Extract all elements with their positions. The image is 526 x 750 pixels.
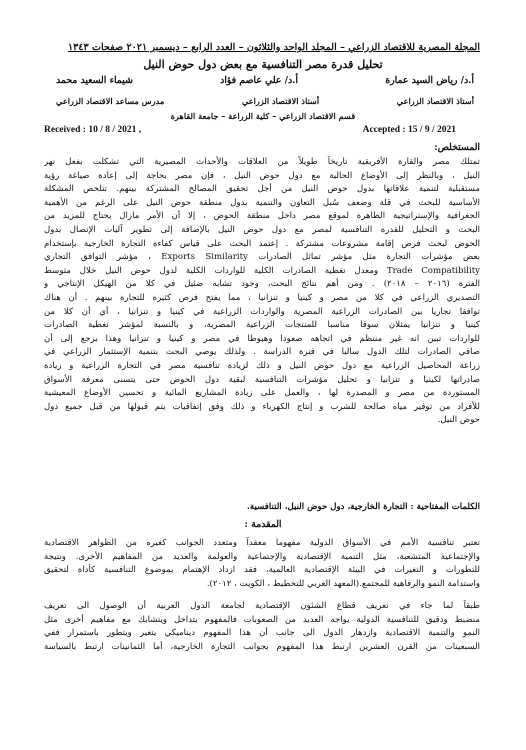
abstract-line: التصديري الزراعي في كلا من مصر و كينيا و تنزانيا ، مما يفتح فرص كثيرة للتجارة بينهم . أن هناك	[44, 292, 480, 303]
author-role-3: مدرس مساعد الاقتصاد الزراعي	[56, 96, 165, 106]
abstract-line: الأساسية للبحث في قلة وضعف سُبل التعاون والتنمية بدول منطقة حوض النيل على الرغم من الأهمية	[44, 197, 480, 208]
introduction-paragraph-1	[44, 537, 480, 591]
author-name-2: أ.د/ علي عاصم فؤاد	[220, 75, 298, 86]
author-role-1: أستاذ الاقتصاد الزراعي	[396, 96, 474, 106]
abstract-body	[44, 156, 480, 428]
abstract-line: مستقبلية لتنمية علاقاتها بدول حوض النيل من أجل تحقيق المصالح المشتركة بينهم. تتلخص المشكلة	[44, 184, 480, 195]
abstract-line: الحوض لبحث فرص إقامة مشروعات مشتركة . إعتمد البحث على قياس كفاءة التجارة الخارجية بإستخدام	[44, 238, 480, 249]
abstract-line: تمتلك مصر والقارة الأفريقية تاريخاً طويلاً من العلاقات والأحداث المصيرية التي تشكلت بفعل نهر	[44, 157, 480, 167]
abstract-line: صافي الصادرات لتلك الدول سالبا في فترة الدراسة . ولذلك يوصي البحث بتنمية الإستثمار الزراعي في	[44, 347, 480, 358]
abstract-line: زراعة المحاصيل الزراعية مع دول حوض النيل و ذلك لزيادة تنافسية مصر في التجارة الزراعية و زيادة	[44, 360, 480, 371]
author-names	[56, 75, 474, 86]
abstract-line: كينيا و تنزانيا يمثلان سوقا مناسبا للمنتجات الزراعية المصرية، و بالنسبة لمؤشر تغطية الصادرات	[44, 320, 480, 331]
paper-title: تحليل قدرة مصر التنافسية مع بعض دول حوض النيل	[143, 58, 383, 71]
abstract-line: الجغرافية والإستراتيجية الظاهرة لموقع مصر داخل منطقة الحوض ، إلا أن الأمر مازال يحتاج للمزيد من	[44, 211, 480, 222]
abstract-line: الفترة (٢٠١٦ – ٢٠١٨) . ومن أهم نتائج البحث، وجود تشابه ضئيل في كلا من الهيكل الإنتاجي و	[44, 279, 480, 290]
abstract-line: توافقا تجاريا بين الصادرات الزراعية المصرية والواردات الزراعية في كينيا و تنزانيا ، أي أن كلا من	[44, 306, 480, 317]
abstract-line: النيل ، وبالنظر إلى الأوضاع الحالية مع دول حوض النيل ، فإن مصر بحاجة إلى إعادة صياغة رؤية	[44, 170, 480, 181]
intro-line: طبقاً لما جاء في تعريف قطاع الشئون الإقتصادية لجامعة الدول العربية أن الوصول الى تعريف	[44, 601, 480, 611]
journal-header: المجلة المصرية للاقتصاد الزراعي – المجلد الواحد والثلاثون – العدد الرابع – ديسمبر ٢٠٢١ صفحات ١٣٤٣	[68, 42, 480, 53]
abstract-line: Trade Compatibility ومعدل تغطية الصادرات الكلية للواردات الكلية لدول حوض النيل خلال متوسط	[44, 265, 480, 276]
abstract-line: البحث و التحليل للقدرة التنافسية لمصر مع دول حوض النيل بالإضافة إلى تطوير آليات الإتصال بدول	[44, 224, 480, 235]
introduction-heading: المقدمة :	[244, 519, 282, 530]
received-date: Received : 10 / 8 / 2021 ,	[44, 125, 142, 135]
intro-line: والإجتماعية المتشعبة، مثل التنمية الإقتصادية والإجتماعية والعولمة والعديد من المفاهيم الأخرى. ونتيجة	[44, 551, 480, 562]
abstract-heading: المستخلص:	[434, 142, 480, 153]
abstract-line: للأفراد من توفير مياه صالحة للشرب و إنتاج الكهرباء و ذلك وفق إتفاقيات يتم قبولها من قبل جميع دول	[44, 401, 480, 412]
abstract-line: المستوردة من مصر و المصدرة لها ، والعمل على زيادة المشاريع المائية و تحسين الأوضاع المعيشية	[44, 388, 480, 399]
introduction-paragraph-2	[44, 600, 480, 654]
department-affiliation: قسم الاقتصاد الزراعي – كلية الزراعة – جامعة القاهرة	[170, 111, 356, 121]
author-role-2: أستاذ الاقتصاد الزراعي	[241, 96, 320, 106]
abstract-line: بعض مؤشرات التجارة مثل مؤشر تماثل الصادرات Exports Similarity ، مؤشر التوافق التجاري	[44, 252, 480, 263]
intro-line: منضبط ودقيق للتنافسية الدولية يواجه العديد من الصعوبات فالمفهوم يتداخل ويتشابك مع مفاهيم أخرى مثل	[44, 614, 480, 625]
intro-line: تعتبر تنافسية الأمم في الأسواق الدولية مفهوما معقداً ومتعدد الجوانب كغيره من الظواهر الاقتصادية	[44, 538, 480, 548]
intro-line: واستدامة النمو والرفاهية للمجتمع.(المعهد العربي للتخطيط ، الكويت ، ٢٠١٢).	[206, 578, 480, 589]
intro-line: النمو والتنمية الاقتصادية وازدهار الدول الى جانب أن هذا المفهوم ديناميكي يتغير ويتطور باستمرار ففي	[44, 628, 480, 639]
intro-line: للتطورات و التغيرات في البيئة الإقتصادية العالمية، فقد ازداد الإهتمام بموضوع التنافسية كأداة لتحقيق	[44, 565, 480, 576]
abstract-line: صادراتها لكينيا و تنزانيا و تحليل مؤشرات التنافسية لبقية دول الحوض حتى يتسنى معرفة الأسواق	[44, 374, 480, 385]
accepted-date: Accepted : 15 / 9 / 2021	[362, 125, 456, 135]
keywords: الكلمات المفتاحية : التجارة الخارجية، دول حوض النيل، التنافسية.	[246, 502, 480, 512]
author-name-1: أ.د/ رياض السيد عمارة	[385, 75, 474, 86]
author-name-3: شيماء السعيد محمد	[56, 75, 133, 86]
submission-dates	[44, 125, 456, 135]
abstract-line: حوض النيل.	[437, 415, 480, 426]
intro-line: السبعينات من القرن العشرين ارتبط هذا المفهوم بجوانب التجارة الخارجية، أما الثمانينات ارتبط بالسياسة	[44, 641, 480, 652]
abstract-line: للواردات تبين انه غير منتظم في اتجاهه صعودا وهبوطا في مصر و كينيا و تنزانيا وهذا يرجع إلى أن	[44, 333, 480, 344]
author-roles	[56, 96, 474, 106]
